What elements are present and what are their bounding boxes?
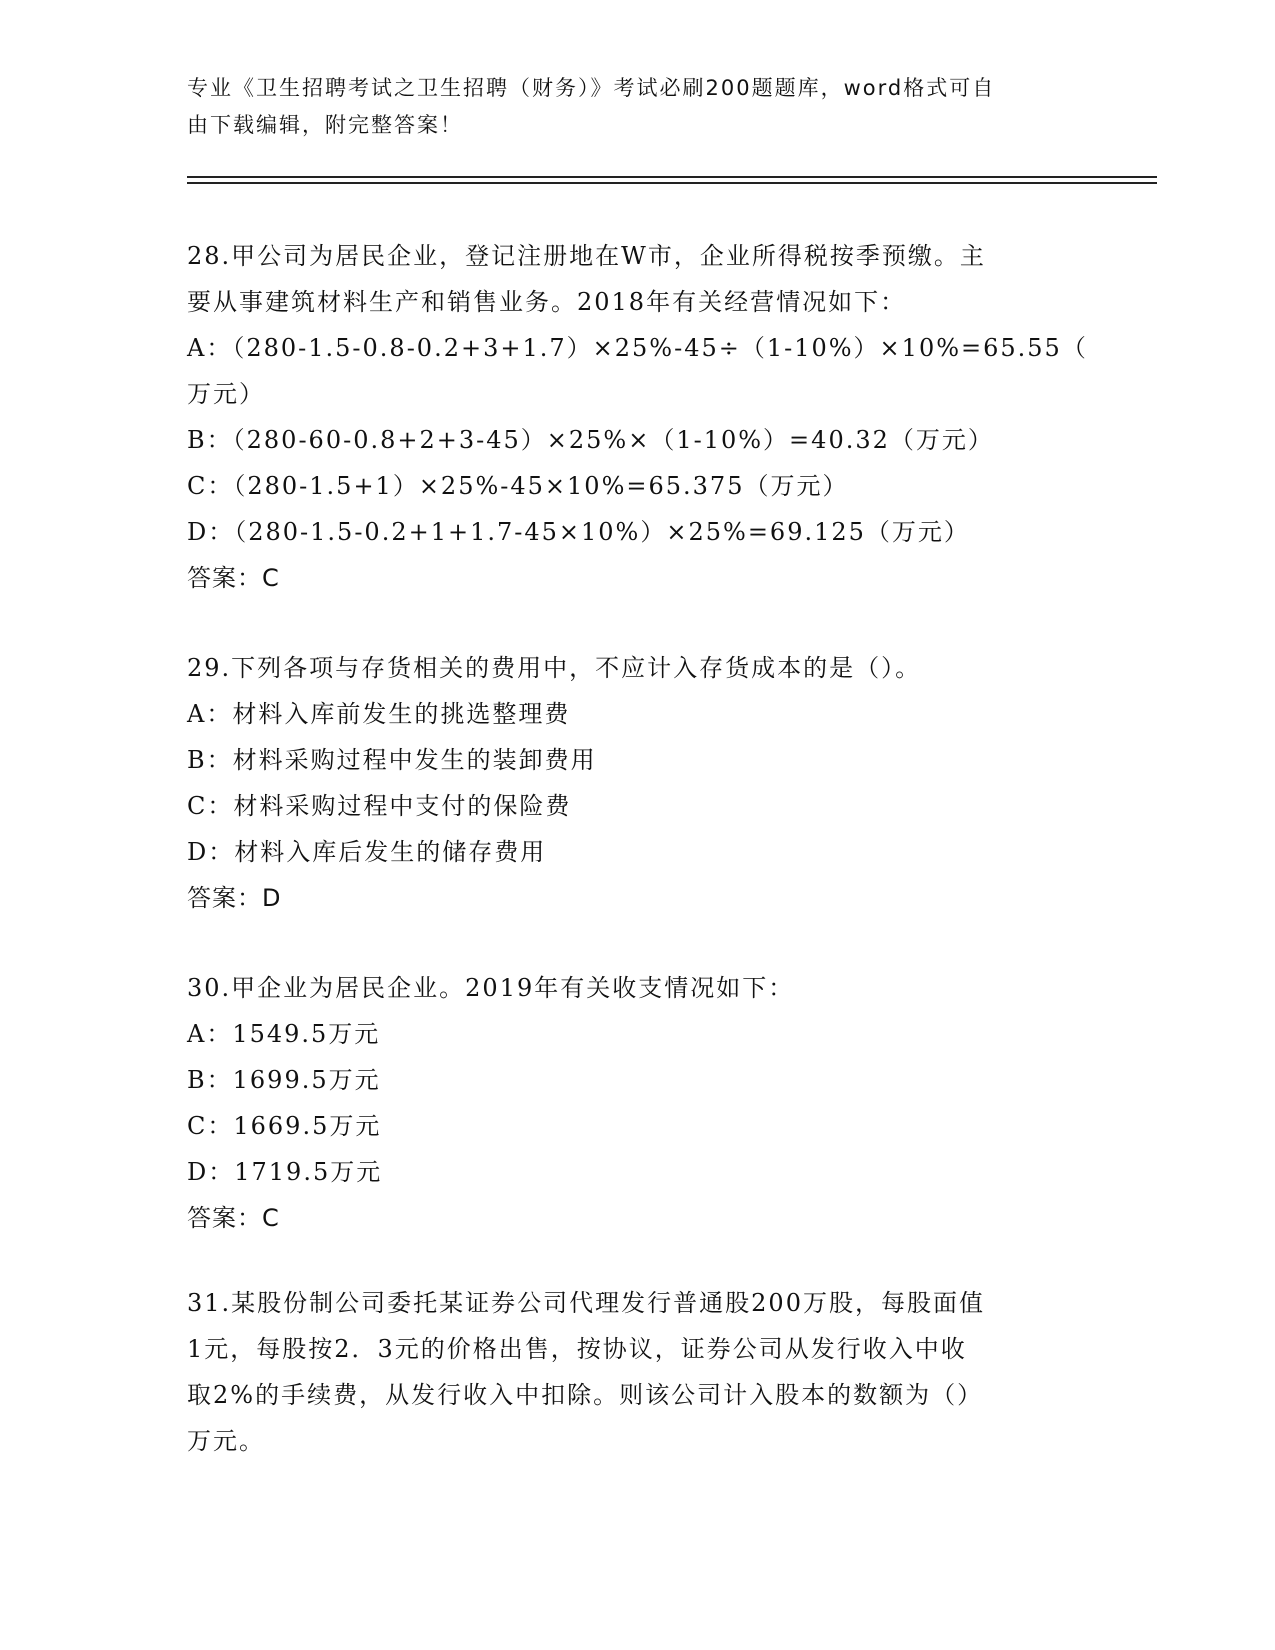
option-d: D：（280-1.5-0.2+1+1.7-45×10%）×25%=69.125（万元） bbox=[187, 518, 970, 546]
option-a: A：1549.5万元 bbox=[187, 1020, 381, 1048]
question-stem: 30.甲企业为居民企业。2019年有关收支情况如下： bbox=[187, 974, 795, 1002]
question-28 bbox=[187, 233, 1092, 601]
question-stem: 1元，每股按2．3元的价格出售，按协议，证券公司从发行收入中收 bbox=[187, 1335, 967, 1363]
question-stem: 要从事建筑材料生产和销售业务。2018年有关经营情况如下： bbox=[187, 288, 907, 316]
option-c: C：1669.5万元 bbox=[187, 1112, 382, 1140]
answer: 答案：C bbox=[187, 1204, 280, 1232]
option-a: A：材料入库前发生的挑选整理费 bbox=[187, 700, 571, 728]
header-rule-bottom bbox=[187, 182, 1157, 184]
option-d: D：材料入库后发生的储存费用 bbox=[187, 838, 547, 866]
header-rule-top bbox=[187, 176, 1157, 178]
question-stem: 万元。 bbox=[187, 1427, 265, 1455]
header-line-2: 由下载编辑，附完整答案！ bbox=[187, 113, 463, 137]
question-29 bbox=[187, 645, 1092, 921]
question-stem: 31.某股份制公司委托某证券公司代理发行普通股200万股，每股面值 bbox=[187, 1289, 985, 1317]
answer: 答案：C bbox=[187, 564, 280, 592]
option-c: C：材料采购过程中支付的保险费 bbox=[187, 792, 572, 820]
question-stem: 28.甲公司为居民企业，登记注册地在W市，企业所得税按季预缴。主 bbox=[187, 242, 986, 270]
question-30 bbox=[187, 965, 1092, 1241]
option-c: C：（280-1.5+1）×25%-45×10%=65.375（万元） bbox=[187, 472, 849, 500]
question-stem: 29.下列各项与存货相关的费用中，不应计入存货成本的是（）。 bbox=[187, 654, 922, 682]
header-line-1: 专业《卫生招聘考试之卫生招聘（财务）》考试必刷200题题库，word格式可自 bbox=[187, 76, 996, 100]
option-b: B：材料采购过程中发生的装卸费用 bbox=[187, 746, 597, 774]
document-header bbox=[187, 70, 1067, 144]
option-a-continued: 万元） bbox=[187, 380, 265, 408]
option-b: B：1699.5万元 bbox=[187, 1066, 381, 1094]
question-31 bbox=[187, 1280, 1092, 1464]
option-d: D：1719.5万元 bbox=[187, 1158, 383, 1186]
option-a: A：（280-1.5-0.8-0.2+3+1.7）×25%-45÷（1-10%）×10%=65.55（ bbox=[187, 334, 1088, 362]
answer: 答案：D bbox=[187, 884, 282, 912]
option-b: B：（280-60-0.8+2+3-45）×25%×（1-10%）=40.32（万元） bbox=[187, 426, 994, 454]
question-stem: 取2%的手续费，从发行收入中扣除。则该公司计入股本的数额为（） bbox=[187, 1381, 984, 1409]
